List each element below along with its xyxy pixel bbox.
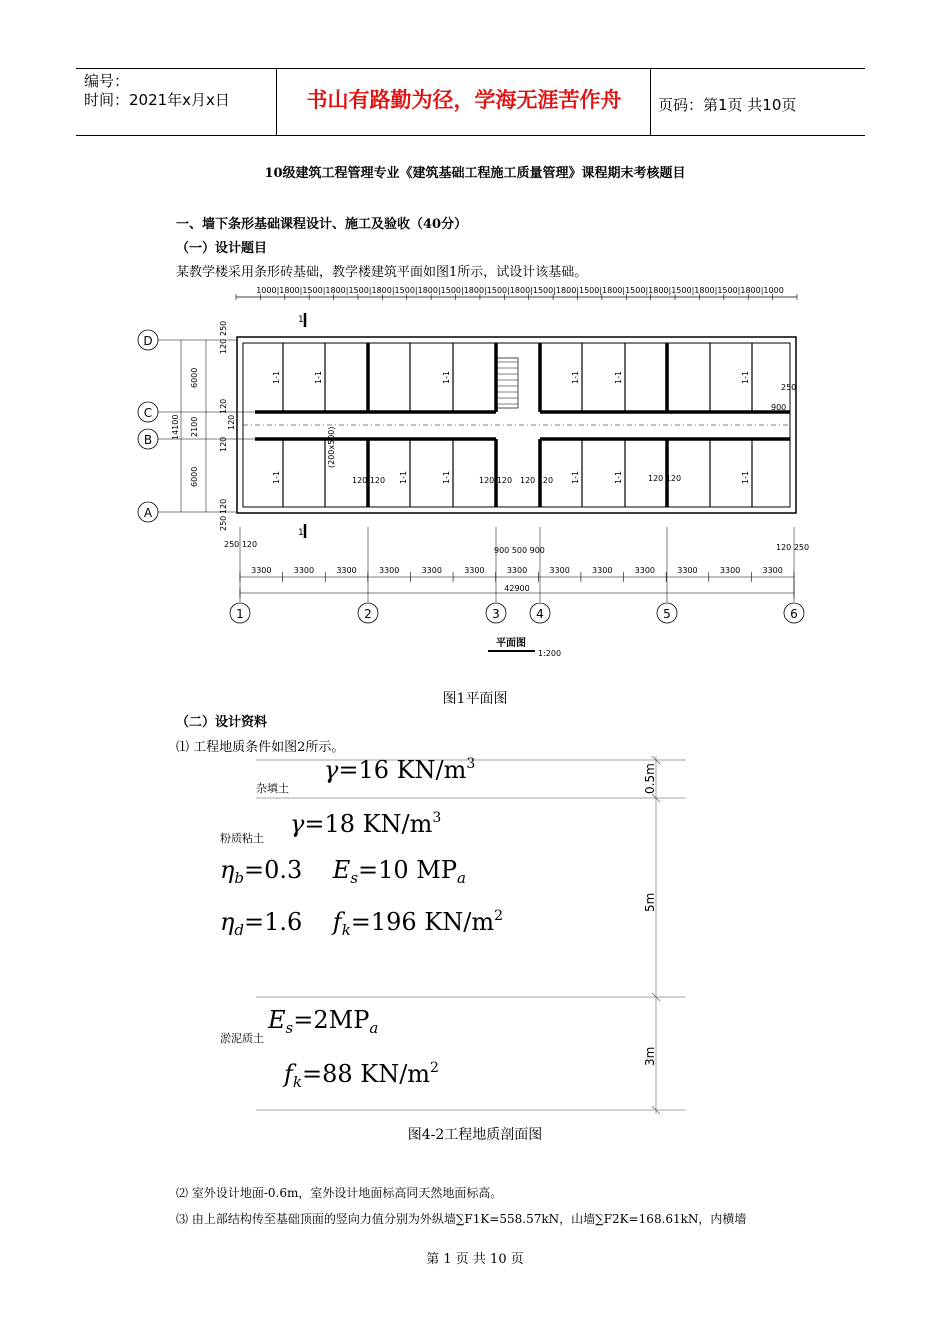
section-label-1-1: 1-1 bbox=[571, 470, 580, 484]
section-label-1-1: 1-1 bbox=[314, 370, 323, 384]
section-label-1-1: 1-1 bbox=[614, 370, 623, 384]
geology-intro: ⑴ 工程地质条件如图2所示。 bbox=[176, 740, 345, 755]
section-mark-bottom: 1 bbox=[298, 528, 304, 538]
wall-dim-2: 250 bbox=[219, 320, 228, 336]
header-divider-1 bbox=[276, 68, 277, 136]
header-meta bbox=[84, 72, 230, 110]
stair-dims: 900 500 900 bbox=[494, 546, 545, 555]
left-dim-1: 6000 bbox=[190, 367, 199, 388]
geo-thickness-3: 3m bbox=[643, 1046, 657, 1066]
svg-text:B: B bbox=[143, 433, 153, 447]
wall-dim-4: 120 bbox=[227, 414, 236, 430]
section-label-1-1: 1-1 bbox=[442, 470, 451, 484]
axis-label: 5 bbox=[663, 607, 671, 621]
item-2: ⑵ 室外设计地面-0.6m，室外设计地面标高同天然地面标高。 bbox=[176, 1186, 503, 1200]
header-number-label: 编号： bbox=[84, 72, 130, 90]
axis-label: 3 bbox=[492, 607, 500, 621]
axis-d bbox=[138, 330, 158, 350]
section1-text: 某教学楼采用条形砖基础，教学楼建筑平面如图1所示，试设计该基础。 bbox=[176, 265, 588, 280]
bay-label: 3300 bbox=[464, 566, 485, 575]
bay-label: 3300 bbox=[762, 566, 783, 575]
corner-dim-bottom-left: 250 120 bbox=[224, 540, 258, 549]
svg-text:A: A bbox=[143, 506, 153, 520]
page-footer: 第 1 页 共 10 页 bbox=[426, 1252, 524, 1267]
header-page-info: 页码：第1页 共10页 bbox=[658, 96, 797, 114]
bay-label: 3300 bbox=[336, 566, 357, 575]
axis-c bbox=[138, 402, 158, 422]
left-total: 14100 bbox=[171, 414, 180, 440]
wall-dim-5: 120 bbox=[219, 436, 228, 452]
bay-label: 3300 bbox=[634, 566, 656, 575]
wall-dim-6: 120 bbox=[219, 498, 228, 514]
axis-label: 4 bbox=[536, 607, 544, 621]
left-dim-3: 6000 bbox=[190, 466, 199, 487]
right-dim-250: 250 bbox=[781, 383, 797, 392]
header-time-label: 时间：2021年x月x日 bbox=[84, 91, 230, 109]
section-label-1-1: 1-1 bbox=[272, 470, 281, 484]
bay-label: 3300 bbox=[506, 566, 528, 575]
bay-label: 3300 bbox=[293, 566, 315, 575]
bay-label: 3300 bbox=[677, 566, 698, 575]
inner-dim-2: 120 120 bbox=[479, 476, 513, 485]
right-dim-900: 900 bbox=[771, 403, 787, 412]
section-labels bbox=[272, 371, 750, 484]
wall-dim-7: 250 bbox=[219, 515, 228, 531]
header-bottom-rule bbox=[76, 135, 865, 136]
section2-subheading: （二）设计资料 bbox=[176, 715, 268, 730]
section-label-1-1: 1-1 bbox=[741, 470, 750, 484]
plan-title: 平面图 bbox=[496, 638, 526, 649]
item-3: ⑶ 由上部结构传至基础顶面的竖向力值分别为外纵墙∑F1K=558.57kN，山墙∑F2K=168.61kN，内横墙 bbox=[176, 1212, 747, 1226]
plan-top-dims: 1000|1800|1500|1800|1500|1800|1500|1800|1500|1800|1500|1800|1500|1800|1500|1800|1500|1800|1500|1800|1500|1800|1000 bbox=[256, 286, 784, 295]
bay-label: 3300 bbox=[719, 566, 741, 575]
section-label-1-1: 1-1 bbox=[272, 370, 281, 384]
corner-dim-bottom-right: 120 250 bbox=[776, 543, 810, 552]
svg-text:C: C bbox=[143, 406, 153, 420]
document-title: 10级建筑工程管理专业《建筑基础工程施工质量管理》课程期末考核题目 bbox=[264, 166, 686, 181]
floor-plan-drawing bbox=[130, 282, 820, 662]
soil-layer-2: 粉质粘土 bbox=[220, 832, 264, 845]
total-length: 42900 bbox=[504, 584, 530, 593]
svg-text:D: D bbox=[143, 334, 153, 348]
axis-label: 2 bbox=[364, 607, 372, 621]
section-label-1-1: 1-1 bbox=[399, 470, 408, 484]
axis-bubbles bbox=[230, 527, 804, 623]
formula-gamma-2: γ=18 $KN/m^3$ bbox=[290, 810, 442, 838]
section1-heading: 一、墙下条形基础课程设计、施工及验收（40分） bbox=[176, 217, 468, 232]
inner-dim-3: 120 120 bbox=[520, 476, 554, 485]
bay-label: 3300 bbox=[251, 566, 272, 575]
figure1-caption: 图1平面图 bbox=[442, 691, 508, 707]
section-label-1-1: 1-1 bbox=[571, 370, 580, 384]
formula-es-3: $E_s=2MP_a$ bbox=[268, 1006, 379, 1037]
wall-dim-1: 120 bbox=[219, 338, 228, 354]
left-dim-2: 2100 bbox=[190, 416, 199, 437]
column-label: (200x500) bbox=[327, 426, 336, 468]
header-divider-2 bbox=[650, 68, 651, 136]
wall-dim-3: 120 bbox=[219, 398, 228, 414]
soil-layer-3: 淤泥质土 bbox=[220, 1032, 264, 1045]
section-mark-top: 1 bbox=[298, 315, 304, 325]
formula-eta-d: $\eta_d=1.6$ $f_k=196$ $KN/m^2$ bbox=[220, 908, 504, 939]
inner-dim-1: 120 120 bbox=[352, 476, 386, 485]
section-label-1-1: 1-1 bbox=[442, 370, 451, 384]
header-motto: 书山有路勤为径，学海无涯苦作舟 bbox=[306, 88, 622, 112]
axis-label: 1 bbox=[236, 607, 244, 621]
inner-dim-4: 120 120 bbox=[648, 474, 682, 483]
section-label-1-1: 1-1 bbox=[741, 370, 750, 384]
stair-symbol bbox=[496, 358, 518, 408]
geo-thickness-1: 0.5m bbox=[643, 763, 657, 794]
soil-layer-1: 杂填土 bbox=[256, 782, 289, 795]
axis-label: 6 bbox=[790, 607, 798, 621]
formula-gamma-1: γ=16 $KN/m^3$ bbox=[324, 756, 476, 784]
formula-eta-b: $\eta_b=0.3$ $E_s=10$ $MP_a$ bbox=[220, 856, 466, 887]
bay-label: 3300 bbox=[421, 566, 442, 575]
figure2-caption: 图4-2工程地质剖面图 bbox=[407, 1127, 543, 1143]
header-top-rule bbox=[76, 68, 865, 69]
bay-label: 3300 bbox=[378, 566, 400, 575]
bay-label: 3300 bbox=[592, 566, 613, 575]
bay-label: 3300 bbox=[549, 566, 570, 575]
section1-subheading: （一）设计题目 bbox=[176, 241, 268, 256]
axis-a bbox=[138, 502, 158, 522]
axis-b bbox=[138, 429, 158, 449]
geo-thickness-2: 5m bbox=[643, 892, 657, 912]
section-label-1-1: 1-1 bbox=[614, 470, 623, 484]
plan-scale: 1:200 bbox=[538, 649, 562, 658]
formula-fk-3: $f_k=88$ $KN/m^2$ bbox=[284, 1060, 439, 1091]
